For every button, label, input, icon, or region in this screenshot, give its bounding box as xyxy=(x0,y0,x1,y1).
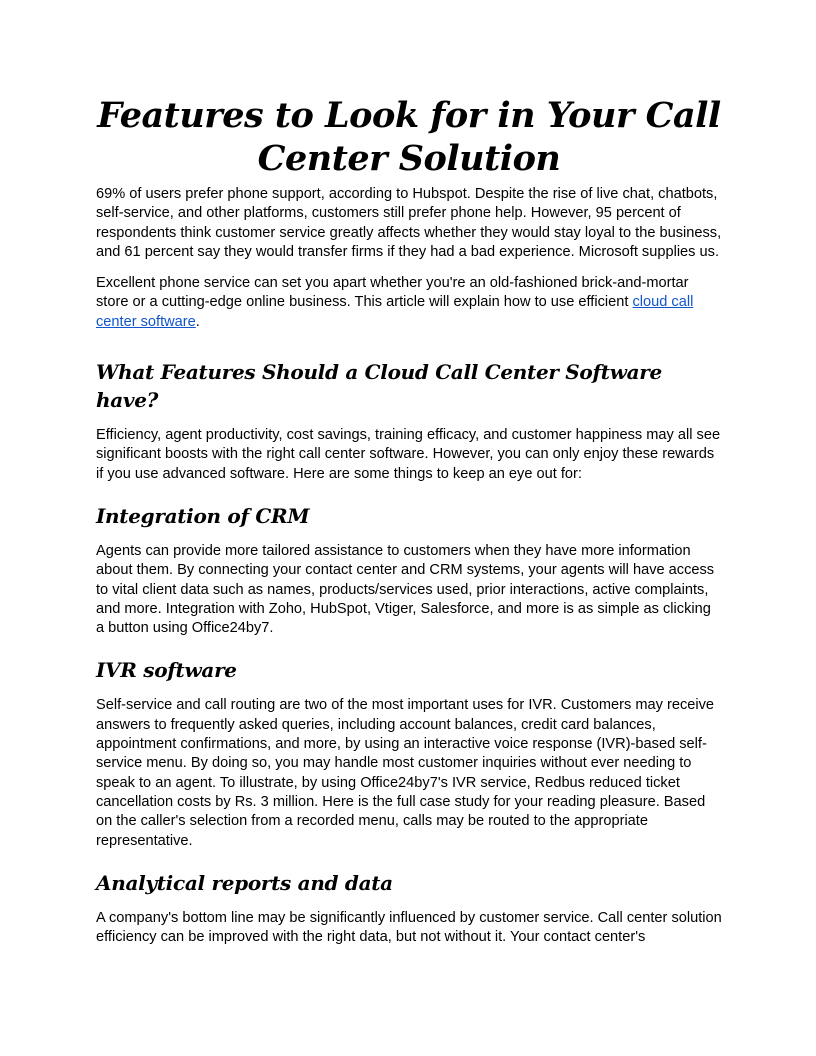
section-heading-features: What Features Should a Cloud Call Center Software have? xyxy=(96,360,662,413)
section-body-crm: Agents can provide more tailored assistance to customers when they have more information about them. By connecting your contact center and CRM systems, your agents will have access to vital client data such as names, products/services used, prior interactions, active complaints, and more. Integration with Zoho, HubSpot, Vtiger, Salesforce, and more is as simple as clicking a button using Office24by7. xyxy=(96,542,715,637)
intro-paragraph-2-text: Excellent phone service can set you apart whether you're an old-fashioned brick-and-mortar store or a cutting-edge online business. This article will explain how to use efficient xyxy=(96,275,689,311)
section-body-features: Efficiency, agent productivity, cost savings, training efficacy, and customer happiness may all see significant boosts with the right call center software. However, you can only enjoy these rewards if you use advanced software. Here are some things to keep an eye out for: xyxy=(96,427,721,482)
section-body-analytics: A company's bottom line may be significantly influenced by customer service. Call center solution efficiency can be improved with the right data, but not without it. Your contact center's xyxy=(96,909,722,946)
intro-paragraph-2 xyxy=(96,274,722,332)
section-body-ivr: Self-service and call routing are two of the most important uses for IVR. Customers may receive answers to frequently asked queries, including account balances, credit card balances, appointment confirmations, and more, by using an interactive voice response (IVR)-based self-service menu. By doing so, you may handle most customer inquiries without ever needing to speak to an agent. To illustrate, by using Office24by7's IVR service, Redbus reduced ticket cancellation costs by Rs. 3 million. Here is the full case study for your reading pleasure. Based on the caller's selection from a recorded menu, calls may be routed to the appropriate representative. xyxy=(96,697,715,849)
page-title: Features to Look for in Your Call Center Solution xyxy=(97,95,721,179)
document-page xyxy=(96,94,722,947)
section-heading-crm: Integration of CRM xyxy=(96,503,310,528)
section-heading-ivr: IVR software xyxy=(96,658,237,683)
intro-paragraph-2-end: . xyxy=(195,313,200,330)
intro-paragraph: 69% of users prefer phone support, according to Hubspot. Despite the rise of live chat, chatbots, self-service, and other platforms, customers still prefer phone help. However, 95 percent of respondents think customer service greatly affects whether they would stay loyal to the business, and 61 percent say they would transfer firms if they had a bad experience. Microsoft supplies us. xyxy=(96,186,722,260)
section-heading-analytics: Analytical reports and data xyxy=(96,870,393,895)
cloud-call-center-software-link[interactable]: cloud call center software xyxy=(96,294,694,330)
